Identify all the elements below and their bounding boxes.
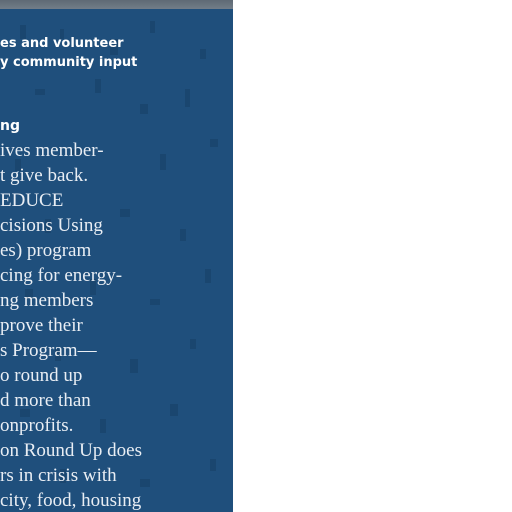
body-line: onprofits. [0, 415, 74, 436]
body-line: ng members [0, 290, 94, 311]
blank-page-area [233, 0, 512, 512]
body-line: cing for energy- [0, 265, 123, 286]
photo-caption [0, 34, 233, 72]
body-line: ives member- [0, 140, 104, 161]
body-line: s Program— [0, 340, 97, 361]
photo-edge [0, 0, 233, 9]
article-body [0, 138, 233, 512]
body-line: t give back. [0, 165, 89, 186]
body-line: cisions Using [0, 215, 103, 236]
body-line: prove their [0, 315, 83, 336]
caption-line: es and volunteer [0, 36, 124, 51]
body-line: es) program [0, 240, 92, 261]
caption-line: y community input [0, 55, 138, 70]
body-line: rs in crisis with [0, 465, 117, 486]
body-line: o round up [0, 365, 83, 386]
article-panel [0, 0, 233, 512]
body-line: EDUCE [0, 190, 64, 211]
body-line: d more than [0, 390, 91, 411]
body-line: city, food, housing [0, 490, 142, 511]
body-line: on Round Up does [0, 440, 142, 461]
section-heading: ng [0, 118, 20, 134]
